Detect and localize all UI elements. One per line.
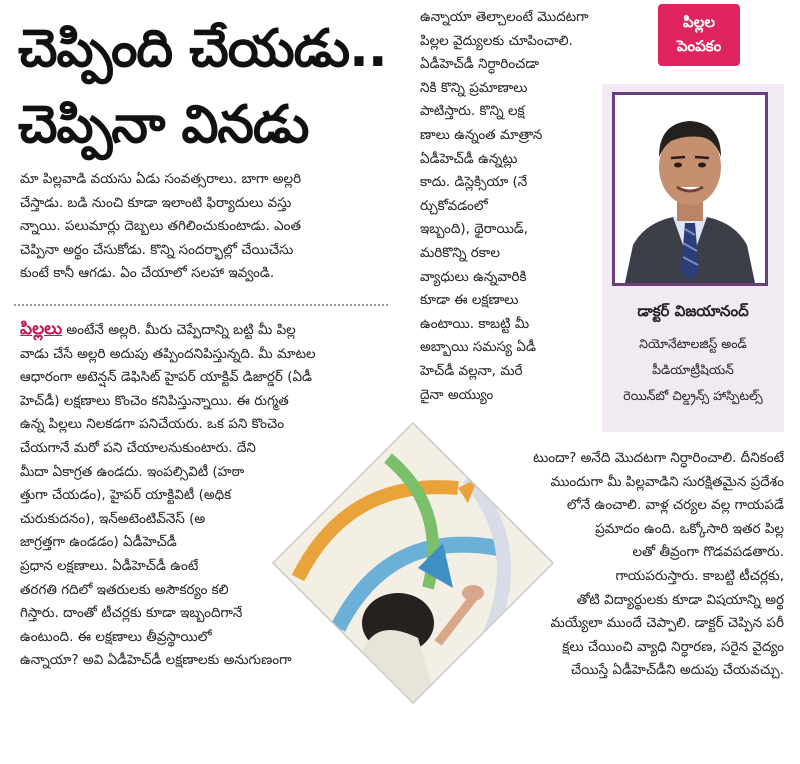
- doctor-hospital: రెయిన్‌బో చిల్డ్రన్స్ హాస్పిటల్స్: [623, 388, 763, 403]
- doctor-portrait-icon: [615, 95, 765, 283]
- answer-first-line-rest: అంటేనే అల్లరి. మీరు చెప్పేదాన్ని బట్టి మీ పిల్ల: [62, 322, 296, 338]
- answer-line: చురుకుదనం), ఇన్‌అటెంటివ్‌నెస్ (అ: [20, 510, 206, 527]
- answer-line: లతో తీవ్రంగా గొడవపడతారు.: [632, 544, 784, 561]
- answer-line: ర్చుకోవడంలో: [420, 197, 488, 214]
- answer-line: మరికొన్ని రకాల: [420, 244, 501, 261]
- answer-line: ఉన్నాయా? అవి ఏడీహెచ్‌డీ లక్షణాలకు అనుగుణంగా: [20, 652, 292, 669]
- answer-line: చేయిస్తే ఏడీహెచ్‌డీని అదుపు చేయవచ్చు.: [570, 662, 784, 679]
- section-tag: [658, 4, 740, 66]
- answer-line: వ్యాధులు ఉన్నవారికి: [420, 268, 527, 285]
- answer-line: అబ్బాయి సమస్య ఏడీ: [420, 339, 536, 356]
- divider: [14, 304, 388, 306]
- answer-line: ఉంటాయి. కాబట్టి మీ: [420, 315, 530, 332]
- question-line: న్నాయి. పలుమార్లు దెబ్బలు తగిలించుకుంటాడు. ఎంత: [20, 218, 301, 235]
- answer-line: కూడా ఈ లక్షణాలు: [420, 292, 519, 309]
- answer-line: మయ్యేలా ముందే చెప్పాలి. డాక్టర్ చెప్పిన పరీ: [550, 615, 784, 632]
- question-line: కుంటే కానీ ఆగడు. ఏం చేయాలో సలహా ఇవ్వండి.: [20, 265, 275, 282]
- doctor-title-1: నియోనేటాలజిస్ట్ అండ్: [639, 336, 747, 351]
- answer-line: ప్రధాన లక్షణాలు. ఏడీహెచ్‌డీ ఉంటే: [20, 557, 199, 574]
- reader-question: [20, 168, 390, 286]
- answer-line: వాడు చేసే అల్లరి అదుపు తప్పిందనిపిస్తున్నది. మీ మాటల: [20, 345, 316, 362]
- section-tag-line-1: పిల్లల: [683, 13, 715, 31]
- answer-kicker: పిల్లలు: [20, 319, 63, 339]
- answer-line: హెచ్‌డీ) లక్షణాలు కొంచెం కనిపిస్తున్నాయి. ఈ రుగ్మత: [20, 392, 289, 409]
- answer-line: ప్రమాదం ఉంది. ఒక్కోసారి ఇతర పిల్ల: [595, 520, 784, 537]
- answer-line: గాయపరుస్తారు. కాబట్టి టీచర్లకు,: [615, 567, 784, 584]
- answer-line: ముందుగా మీ పిల్లవాడిని సురక్షితమైన ప్రదేశం: [550, 473, 784, 490]
- answer-line: పాటిస్తారు. కొన్ని లక్ష: [420, 103, 525, 120]
- headline-line-2: చెప్పినా వినడు: [18, 95, 309, 155]
- answer-line: లోనే ఉంచాలి. వాళ్ల చర్యల వల్ల గాయపడే: [566, 497, 784, 514]
- answer-line: దైనా అయ్యుం: [420, 386, 494, 403]
- headline-line-1: చెప్పింది చేయడు..: [18, 19, 387, 79]
- answer-line: తోటి విద్యార్థులకు కూడా విషయాన్ని అర్థ: [576, 591, 784, 608]
- doctor-title-2: పీడియాట్రీషియన్: [652, 362, 734, 377]
- answer-line: టుందా? అనేది మొదటగా నిర్ధారించాలి. దీనికంటే: [533, 450, 784, 466]
- question-line: చెప్పినా అర్థం చేసుకోడు. కొన్ని సందర్భాల్లో చేయిచేసు: [20, 241, 294, 258]
- answer-line: ఉంటుంది. ఈ లక్షణాలు తీవ్రస్థాయిలో: [20, 628, 212, 645]
- answer-line: క్షలు చేయించి వ్యాధి నిర్ధారణ, సరైన వైద్యం: [562, 638, 784, 655]
- answer-line: మీదా ఏకాగ్రత ఉండదు. ఇంపల్సివిటీ (హఠా: [20, 463, 245, 480]
- question-line: చేస్తాడు. బడి నుంచి కూడా ఇలాంటి ఫిర్యాదులు వస్తు: [20, 194, 292, 211]
- answer-line: గిస్తారు. దాంతో టీచర్లకు కూడా ఇబ్బందిగానే: [20, 605, 243, 622]
- answer-line: ణాలు ఉన్నంత మాత్రాన: [420, 126, 543, 143]
- answer-line: కాదు. డిస్లెక్సియా (నే: [420, 174, 528, 191]
- answer-line: ఆధారంగా అటెన్షన్ డెఫిసిట్ హైపర్ యాక్టివ్ డిజార్డర్ (ఏడీ: [20, 369, 313, 386]
- answer-line: ఉన్నాయా తెల్చాలంటే మొదటగా: [420, 9, 589, 25]
- answer-line: హెచ్‌డీ వల్లనా, మరే: [420, 362, 523, 379]
- answer-line: పిల్లల వైద్యులకు చూపించాలి.: [420, 32, 573, 49]
- doctor-photo: [612, 92, 768, 286]
- answer-line: ఏడీహెచ్‌డీ నిర్ధారించడా: [420, 56, 540, 73]
- question-line: మా పిల్లవాడి వయసు ఏడు సంవత్సరాలు. బాగా అల్లరి: [20, 171, 302, 187]
- section-tag-line-2: పెంపకం: [676, 37, 722, 55]
- answer-middle-column: [420, 6, 600, 407]
- answer-line: ఇబ్బంది), థైరాయిడ్,: [420, 221, 529, 238]
- answer-line: జాగ్రత్తగా ఉండడం) ఏడీహెచ్‌డీ: [20, 534, 177, 551]
- answer-line: తరగతి గదిలో ఇతరులకు అసౌకర్యం కలి: [20, 581, 229, 598]
- doctor-name: డాక్టర్ విజయానంద్: [637, 302, 749, 320]
- answer-line: నికి కొన్ని ప్రమాణాలు: [420, 79, 528, 96]
- answer-bottom-column: [392, 447, 784, 683]
- answer-line: ఉన్న పిల్లలు నిలకడగా పనిచేయరు. ఒక పని కొంచెం: [20, 416, 285, 433]
- answer-line: చేయగానే మరో పని చేయాలనుకుంటారు. దేని: [20, 439, 256, 456]
- answer-first-line: [20, 318, 396, 343]
- answer-line: ఏడీహెచ్‌డీ ఉన్నట్లు: [420, 150, 518, 167]
- answer-line: త్తుగా చేయడం), హైపర్ యాక్టివిటీ (అధిక: [20, 487, 232, 504]
